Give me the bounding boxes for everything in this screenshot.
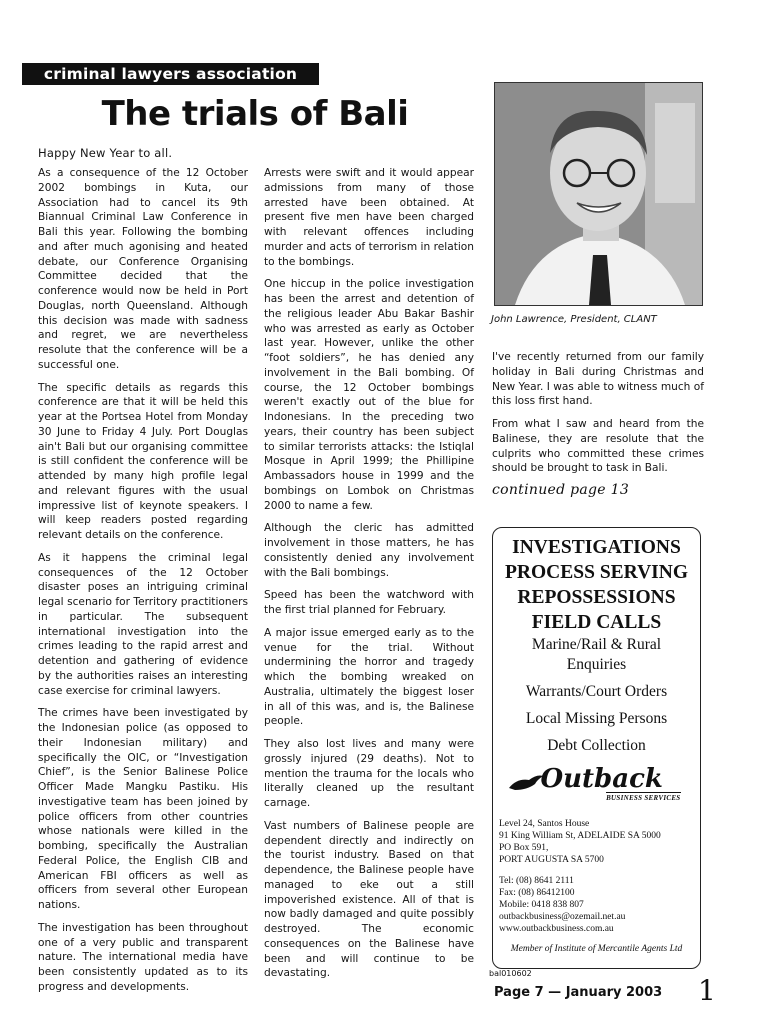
address-line: PO Box 591, — [499, 843, 549, 853]
paragraph: They also lost lives and many were grossly injured (29 deaths). Not to mention the trauma for the locals who literally cleaned up the resultant carnage. — [264, 738, 474, 809]
address-line: 91 King William St, ADELAIDE SA 5000 — [499, 831, 661, 841]
ad-service-missing-persons: Local Missing Persons — [525, 710, 668, 727]
ad-service-field-calls: FIELD CALLS — [531, 612, 662, 633]
address-line: PORT AUGUSTA SA 5700 — [499, 855, 604, 865]
continued-note: continued page 13 — [492, 482, 630, 498]
address-line: Level 24, Santos House — [499, 819, 590, 829]
section-banner: criminal lawyers association — [22, 63, 319, 85]
paragraph: The specific details as regards this conference are that it will be held this year at the Portsea Hotel from Monday 30 June to Friday 4 July. Port Douglas ain't Bali but our organising committee is still confident the conference will be attended by many high profile legal and relevant figures with the usual impressive list of keynote speakers. I will keep readers posted regarding relevant details on the conference. — [38, 381, 248, 541]
logo-text: Outback — [540, 764, 663, 794]
paragraph: One hiccup in the police investigation has been the arrest and detention of the religious leader Abu Bakar Bashir who was arrested as early as October last year. However, unlike the other “foot soldiers”, he has denied any involvement in the Bali bombing. Of course, the 12 October bombings weren't exactly out of the blue for Indonesians. In the preceding two years, their country has been subject to similar terrorists attacks: the Istiqlal Mosque in April 1999; the Phillipine Ambassadors house in 1999 and the bombings on Lombok on Christmas 2000 to name a few. — [264, 278, 474, 512]
email: outbackbusiness@ozemail.net.au — [499, 912, 626, 922]
paragraph: As a consequence of the 12 October 2002 bombings in Kuta, our Association had to cancel its 9th Biannual Criminal Law Conference in Bali this year. Following the bombing and after much agonising and heated debate, our Conference Organising Committee decided that the conference would now be held in Port Douglas, north Queensland. Although this decision was made with sadness and regret, we are nevertheless resolute that the conference will be a successful one. — [38, 167, 248, 371]
paragraph: The crimes have been investigated by the Indonesian police (as opposed to their Indonesian military) and specifically the OIC, or “Investigation Chief”, is the Senior Balinese Police Officer Made Mangku Pastiku. His investigative team has been joined by police officers from other countries whose nationals were killed in the bombing, specifically the Australian Federal Police, the English CIB and American FBI officers as well as officers from several other European nations. — [38, 707, 248, 911]
paragraph: A major issue emerged early as to the venue for the trial. Without undermining the horror and tragedy which the bombing wreaked on Australia, ultimately the biggest loser in all of this was, and is, the Balinese people. — [264, 626, 474, 728]
mobile: Mobile: 0418 838 807 — [499, 900, 584, 910]
ad-contacts — [499, 875, 694, 935]
portrait-illustration — [495, 83, 702, 305]
paragraph: Arrests were swift and it would appear admissions from many of those arrested have been obtained. At present five men have been charged with relevant offences including murder and acts of terrorism in relation to the bombings. — [264, 167, 474, 268]
reference-code: bal010602 — [489, 969, 532, 978]
advertisement — [492, 527, 701, 969]
ad-service-warrants: Warrants/Court Orders — [525, 683, 668, 700]
logo-subtext: BUSINESS SERVICES — [606, 794, 681, 802]
ad-service-enquiries: Marine/Rail & Rural Enquiries — [531, 636, 662, 673]
portrait-photo — [494, 82, 703, 306]
photo-caption: John Lawrence, President, CLANT — [491, 314, 657, 325]
article-column-2 — [264, 166, 474, 989]
ad-service-process-serving: PROCESS SERVING — [505, 562, 688, 583]
handwritten-mark: 1 — [698, 974, 716, 1007]
paragraph: Vast numbers of Balinese people are dependent directly and indirectly on the tourist industry. Based on that dependence, the Balinese people have managed to eke out a still impoverished existence. All of that is now badly damaged and quite possibly destroyed. The economic consequences on the Balinese have been and will continue to be devastating. — [264, 819, 474, 980]
website: www.outbackbusiness.com.au — [499, 924, 614, 934]
article-column-1 — [38, 166, 248, 1003]
paragraph: Although the cleric has admitted involvement in those matters, he has consistently denied any involvement with the Bali bombings. — [264, 522, 474, 579]
headline: The trials of Bali — [101, 94, 409, 134]
outback-logo — [507, 764, 687, 804]
ad-address — [499, 818, 689, 866]
greeting: Happy New Year to all. — [38, 146, 173, 160]
article-column-3 — [492, 350, 704, 484]
ad-service-debt-collection: Debt Collection — [547, 737, 646, 754]
paragraph: As it happens the criminal legal consequences of the 12 October disaster poses an intriguing criminal legal scenario for Territory practitioners in particular. The subsequent international investigation into the crimes leading to the rapid arrest and detention and gathering of evidence by the authorities raises an interesting case exercise for criminal lawyers. — [38, 551, 248, 697]
fax: Fax: (08) 86412100 — [499, 888, 575, 898]
ad-membership: Member of Institute of Mercantile Agents Ltd — [510, 944, 683, 954]
ad-service-repossessions: REPOSSESSIONS — [517, 587, 676, 608]
phone: Tel: (08) 8641 2111 — [499, 876, 574, 886]
paragraph: The investigation has been throughout one of a very public and transparent nature. The international media have been consistently updated as to its progress and developments. — [38, 921, 248, 993]
ad-service-investigations: INVESTIGATIONS — [512, 537, 681, 558]
page-number: Page 7 — January 2003 — [494, 985, 663, 1000]
paragraph: Speed has been the watchword with the first trial planned for February. — [264, 589, 474, 616]
paragraph: I've recently returned from our family holiday in Bali during Christmas and New Year. I was able to witness much of this loss first hand. — [492, 351, 704, 408]
paragraph: From what I saw and heard from the Balinese, they are resolute that the culprits who committed these crimes should be brought to task in Bali. — [492, 418, 704, 475]
